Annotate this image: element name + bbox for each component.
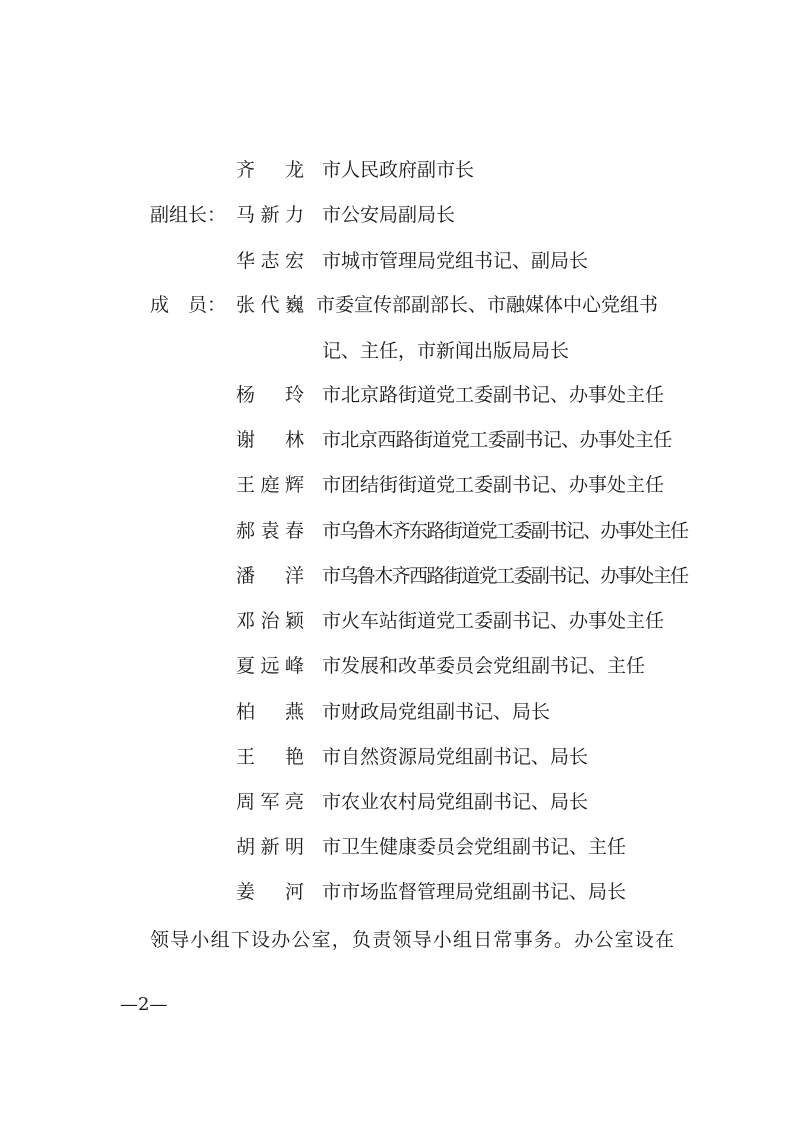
member-title: 记、主任，市新闻出版局局长 [322,340,570,362]
member-title: 市委宣传部副部长、市融媒体中心党组书 [316,294,659,316]
member-title: 市财政局党组副书记、局长 [322,701,551,723]
member-title: 市自然资源局党组副书记、局长 [322,746,589,768]
member-name: 郝袁春 [236,520,304,542]
member-title: 市团结街街道党工委副书记、办事处主任 [322,474,665,496]
member-role: 成 员： [150,294,227,316]
member-name: 杨 玲 [236,384,304,406]
member-title: 市发展和改革委员会党组副书记、主任 [322,655,646,677]
member-name: 马新力 [236,204,304,226]
page-number: —2— [120,994,168,1015]
member-name: 齐 龙 [236,159,304,181]
member-title: 市公安局副局长 [322,204,456,226]
member-title: 市北京路街道党工委副书记、办事处主任 [322,384,665,406]
member-title: 市乌鲁木齐西路街道党工委副书记、办事处主任 [322,565,688,587]
member-name: 姜 河 [236,881,304,903]
member-title: 市市场监督管理局党组副书记、局长 [322,881,627,903]
member-title: 市卫生健康委员会党组副书记、主任 [322,836,627,858]
member-name: 柏 燕 [236,701,304,723]
member-name: 邓治颖 [236,610,304,632]
member-title: 市城市管理局党组书记、副局长 [322,250,589,272]
member-name: 周军亮 [236,791,304,813]
member-role: 副组长： [150,204,227,226]
member-name: 谢 林 [236,429,304,451]
member-title: 市农业农村局党组副书记、局长 [322,791,589,813]
member-name: 夏远峰 [236,655,304,677]
member-name: 华志宏 [236,250,304,272]
member-name: 张代巍 [236,294,304,316]
member-title: 市北京西路街道党工委副书记、办事处主任 [322,429,672,451]
office-paragraph: 领导小组下设办公室，负责领导小组日常事务。办公室设在 [150,929,676,951]
member-title: 市人民政府副市长 [322,159,475,181]
member-name: 胡新明 [236,836,304,858]
member-name: 王 艳 [236,746,304,768]
member-title: 市乌鲁木齐东路街道党工委副书记、办事处主任 [322,520,688,542]
member-name: 王庭辉 [236,474,304,496]
member-title: 市火车站街道党工委副书记、办事处主任 [322,610,665,632]
member-name: 潘 洋 [236,565,304,587]
